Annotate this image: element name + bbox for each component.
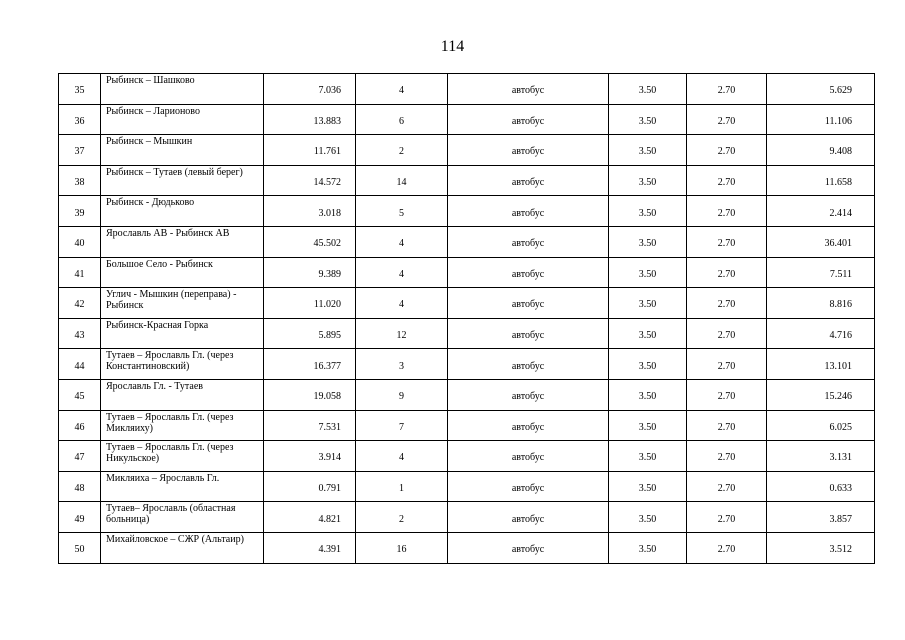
value-2-cell: [687, 226, 767, 257]
value-2-cell: [687, 502, 767, 533]
route-name-text: Ярославль Гл. - Тутаев: [106, 380, 203, 392]
transport-type-text: автобус: [511, 146, 545, 158]
value-2-cell: [687, 74, 767, 105]
total-cell: [767, 318, 875, 349]
total-text: 9.408: [829, 146, 852, 158]
count-cell: [356, 226, 448, 257]
value-2-text: 2.70: [717, 268, 736, 280]
count-text: 6: [399, 115, 404, 127]
transport-type-cell: [448, 165, 609, 196]
value-2-text: 2.70: [717, 513, 736, 525]
row-number-text: 48: [74, 483, 85, 495]
total-text: 13.101: [824, 360, 852, 372]
row-number-cell: [59, 410, 101, 441]
value-1-cell: [609, 349, 687, 380]
table-row: [59, 410, 875, 441]
route-name-text: Тутаев – Ярославль Гл. (через Никульское): [106, 442, 234, 465]
row-number-text: 44: [74, 360, 85, 372]
route-name-cell: [101, 135, 264, 166]
transport-type-cell: [448, 135, 609, 166]
count-text: 4: [399, 238, 404, 250]
distance-text: 9.389: [318, 268, 341, 280]
value-2-text: 2.70: [717, 330, 736, 342]
count-cell: [356, 410, 448, 441]
value-1-cell: [609, 441, 687, 472]
distance-text: 14.572: [313, 177, 341, 189]
table-row: [59, 288, 875, 319]
row-number-cell: [59, 502, 101, 533]
row-number-text: 39: [74, 207, 85, 219]
count-cell: [356, 196, 448, 227]
value-2-text: 2.70: [717, 238, 736, 250]
distance-cell: [264, 196, 356, 227]
route-name-text: Тутаев– Ярославль (областная больница): [106, 503, 236, 526]
value-2-cell: [687, 318, 767, 349]
total-text: 15.246: [824, 391, 852, 403]
total-text: 2.414: [829, 207, 852, 219]
value-1-text: 3.50: [638, 483, 657, 495]
total-text: 3.131: [829, 452, 852, 464]
count-text: 4: [399, 85, 404, 97]
row-number-cell: [59, 379, 101, 410]
distance-cell: [264, 226, 356, 257]
total-cell: [767, 257, 875, 288]
route-name-cell: [101, 196, 264, 227]
value-2-cell: [687, 532, 767, 563]
count-text: 9: [399, 391, 404, 403]
table-row: [59, 471, 875, 502]
total-cell: [767, 288, 875, 319]
distance-text: 16.377: [313, 360, 341, 372]
row-number-cell: [59, 288, 101, 319]
row-number-text: 46: [74, 421, 85, 433]
value-1-text: 3.50: [638, 391, 657, 403]
distance-cell: [264, 257, 356, 288]
count-text: 16: [396, 544, 407, 556]
route-name-cell: [101, 104, 264, 135]
value-1-cell: [609, 288, 687, 319]
table-row: [59, 441, 875, 472]
routes-table: [58, 73, 875, 564]
distance-cell: [264, 441, 356, 472]
route-name-text: Михайловское – СЖР (Альтаир): [106, 533, 244, 545]
distance-text: 45.502: [313, 238, 341, 250]
transport-type-text: автобус: [511, 207, 545, 219]
value-2-text: 2.70: [717, 452, 736, 464]
row-number-cell: [59, 318, 101, 349]
value-2-cell: [687, 104, 767, 135]
row-number-text: 42: [74, 299, 85, 311]
row-number-cell: [59, 135, 101, 166]
table-row: [59, 379, 875, 410]
value-1-cell: [609, 471, 687, 502]
distance-text: 3.018: [318, 207, 341, 219]
count-cell: [356, 532, 448, 563]
transport-type-cell: [448, 441, 609, 472]
total-cell: [767, 104, 875, 135]
count-cell: [356, 349, 448, 380]
table-row: [59, 349, 875, 380]
route-name-text: Рыбинск – Шашково: [106, 75, 195, 86]
route-name-cell: [101, 471, 264, 502]
distance-cell: [264, 104, 356, 135]
count-text: 3: [399, 360, 404, 372]
table-row: [59, 532, 875, 563]
count-text: 1: [399, 483, 404, 495]
value-2-cell: [687, 165, 767, 196]
table-row: [59, 502, 875, 533]
transport-type-cell: [448, 196, 609, 227]
total-cell: [767, 196, 875, 227]
row-number-text: 45: [74, 391, 85, 403]
transport-type-text: автобус: [511, 85, 545, 97]
distance-cell: [264, 318, 356, 349]
total-text: 36.401: [824, 238, 852, 250]
route-name-cell: [101, 441, 264, 472]
value-2-cell: [687, 288, 767, 319]
value-2-text: 2.70: [717, 207, 736, 219]
count-cell: [356, 257, 448, 288]
table-body: [59, 74, 875, 564]
row-number-cell: [59, 471, 101, 502]
transport-type-text: автобус: [511, 299, 545, 311]
total-text: 5.629: [829, 85, 852, 97]
value-1-text: 3.50: [638, 238, 657, 250]
distance-cell: [264, 502, 356, 533]
value-2-text: 2.70: [717, 391, 736, 403]
row-number-text: 50: [74, 544, 85, 556]
value-1-text: 3.50: [638, 85, 657, 97]
count-cell: [356, 288, 448, 319]
total-cell: [767, 226, 875, 257]
row-number-cell: [59, 349, 101, 380]
transport-type-text: автобус: [511, 421, 545, 433]
row-number-text: 40: [74, 238, 85, 250]
value-1-cell: [609, 410, 687, 441]
transport-type-cell: [448, 502, 609, 533]
route-name-text: Тутаев – Ярославль Гл. (через Константиновский): [106, 350, 234, 373]
value-1-text: 3.50: [638, 207, 657, 219]
distance-cell: [264, 349, 356, 380]
row-number-text: 43: [74, 330, 85, 342]
value-2-text: 2.70: [717, 299, 736, 311]
value-2-cell: [687, 349, 767, 380]
route-name-cell: [101, 257, 264, 288]
table-row: [59, 74, 875, 105]
value-2-cell: [687, 135, 767, 166]
distance-cell: [264, 471, 356, 502]
value-1-text: 3.50: [638, 360, 657, 372]
route-name-cell: [101, 410, 264, 441]
transport-type-cell: [448, 318, 609, 349]
distance-cell: [264, 410, 356, 441]
transport-type-text: автобус: [511, 391, 545, 403]
route-name-text: Рыбинск - Дюдьково: [106, 197, 195, 209]
value-1-cell: [609, 318, 687, 349]
total-text: 3.512: [829, 544, 852, 556]
row-number-text: 41: [74, 268, 85, 280]
value-1-cell: [609, 502, 687, 533]
transport-type-text: автобус: [511, 238, 545, 250]
total-text: 11.658: [824, 177, 852, 189]
row-number-text: 36: [74, 115, 85, 127]
value-1-cell: [609, 135, 687, 166]
transport-type-text: автобус: [511, 330, 545, 342]
distance-cell: [264, 135, 356, 166]
value-1-text: 3.50: [638, 544, 657, 556]
distance-text: 4.391: [318, 544, 341, 556]
value-1-cell: [609, 165, 687, 196]
count-cell: [356, 318, 448, 349]
total-cell: [767, 532, 875, 563]
value-2-cell: [687, 196, 767, 227]
count-text: 4: [399, 452, 404, 464]
value-1-text: 3.50: [638, 452, 657, 464]
value-2-text: 2.70: [717, 85, 736, 97]
count-cell: [356, 441, 448, 472]
row-number-text: 37: [74, 146, 85, 158]
row-number-text: 35: [74, 85, 85, 97]
distance-text: 0.791: [318, 483, 341, 495]
value-2-cell: [687, 379, 767, 410]
total-cell: [767, 165, 875, 196]
value-2-text: 2.70: [717, 421, 736, 433]
total-cell: [767, 410, 875, 441]
transport-type-text: автобус: [511, 268, 545, 280]
total-cell: [767, 379, 875, 410]
count-cell: [356, 471, 448, 502]
route-name-cell: [101, 379, 264, 410]
transport-type-cell: [448, 226, 609, 257]
route-name-text: Микляиха – Ярославль Гл.: [106, 472, 220, 484]
route-name-text: Рыбинск – Мышкин: [106, 136, 193, 148]
value-2-text: 2.70: [717, 115, 736, 127]
count-cell: [356, 104, 448, 135]
route-name-cell: [101, 74, 264, 105]
transport-type-cell: [448, 104, 609, 135]
table-row: [59, 165, 875, 196]
transport-type-cell: [448, 379, 609, 410]
count-cell: [356, 74, 448, 105]
route-name-cell: [101, 288, 264, 319]
value-1-text: 3.50: [638, 115, 657, 127]
transport-type-text: автобус: [511, 115, 545, 127]
value-1-text: 3.50: [638, 421, 657, 433]
route-name-text: Рыбинск-Красная Горка: [106, 319, 209, 331]
transport-type-cell: [448, 74, 609, 105]
route-name-text: Ярославль АВ - Рыбинск АВ: [106, 227, 230, 239]
transport-type-cell: [448, 532, 609, 563]
value-2-cell: [687, 257, 767, 288]
value-1-text: 3.50: [638, 513, 657, 525]
row-number-text: 47: [74, 452, 85, 464]
distance-text: 11.020: [313, 299, 341, 311]
value-1-text: 3.50: [638, 330, 657, 342]
count-text: 4: [399, 299, 404, 311]
total-text: 7.511: [829, 268, 852, 280]
value-2-text: 2.70: [717, 177, 736, 189]
route-name-cell: [101, 502, 264, 533]
total-text: 11.106: [824, 115, 852, 127]
row-number-cell: [59, 441, 101, 472]
count-cell: [356, 165, 448, 196]
total-text: 0.633: [829, 483, 852, 495]
row-number-cell: [59, 196, 101, 227]
distance-cell: [264, 288, 356, 319]
row-number-cell: [59, 165, 101, 196]
value-1-cell: [609, 74, 687, 105]
row-number-cell: [59, 257, 101, 288]
row-number-text: 49: [74, 513, 85, 525]
route-name-text: Рыбинск – Ларионово: [106, 105, 200, 117]
transport-type-cell: [448, 288, 609, 319]
value-2-cell: [687, 410, 767, 441]
transport-type-text: автобус: [511, 544, 545, 556]
value-2-text: 2.70: [717, 483, 736, 495]
distance-text: 5.895: [318, 330, 341, 342]
count-cell: [356, 379, 448, 410]
count-text: 7: [399, 421, 404, 433]
count-text: 2: [399, 513, 404, 525]
value-1-cell: [609, 257, 687, 288]
distance-cell: [264, 532, 356, 563]
distance-text: 7.531: [318, 421, 341, 433]
total-cell: [767, 471, 875, 502]
transport-type-cell: [448, 471, 609, 502]
route-name-cell: [101, 349, 264, 380]
value-2-text: 2.70: [717, 146, 736, 158]
table-row: [59, 135, 875, 166]
route-name-text: Углич - Мышкин (переправа) - Рыбинск: [106, 289, 237, 312]
value-1-cell: [609, 379, 687, 410]
route-name-cell: [101, 532, 264, 563]
total-text: 8.816: [829, 299, 852, 311]
value-1-text: 3.50: [638, 268, 657, 280]
value-1-cell: [609, 532, 687, 563]
count-text: 14: [396, 177, 407, 189]
transport-type-text: автобус: [511, 513, 545, 525]
value-2-cell: [687, 441, 767, 472]
transport-type-text: автобус: [511, 452, 545, 464]
value-2-cell: [687, 471, 767, 502]
total-cell: [767, 441, 875, 472]
count-cell: [356, 135, 448, 166]
distance-cell: [264, 74, 356, 105]
value-1-text: 3.50: [638, 299, 657, 311]
transport-type-text: автобус: [511, 360, 545, 372]
distance-text: 11.761: [313, 146, 341, 158]
row-number-cell: [59, 532, 101, 563]
count-text: 2: [399, 146, 404, 158]
row-number-cell: [59, 104, 101, 135]
total-cell: [767, 349, 875, 380]
route-name-cell: [101, 318, 264, 349]
route-name-cell: [101, 226, 264, 257]
value-1-text: 3.50: [638, 146, 657, 158]
distance-text: 19.058: [313, 391, 341, 403]
table-row: [59, 226, 875, 257]
value-2-text: 2.70: [717, 360, 736, 372]
distance-cell: [264, 165, 356, 196]
value-2-text: 2.70: [717, 544, 736, 556]
distance-text: 7.036: [318, 85, 341, 97]
total-cell: [767, 135, 875, 166]
transport-type-cell: [448, 349, 609, 380]
count-text: 12: [396, 330, 407, 342]
distance-text: 3.914: [318, 452, 341, 464]
value-1-text: 3.50: [638, 177, 657, 189]
count-text: 4: [399, 268, 404, 280]
value-1-cell: [609, 226, 687, 257]
value-1-cell: [609, 196, 687, 227]
distance-cell: [264, 379, 356, 410]
route-name-cell: [101, 165, 264, 196]
count-cell: [356, 502, 448, 533]
transport-type-cell: [448, 257, 609, 288]
transport-type-text: автобус: [511, 177, 545, 189]
distance-text: 4.821: [318, 513, 341, 525]
total-text: 3.857: [829, 513, 852, 525]
route-name-text: Большое Село - Рыбинск: [106, 258, 213, 270]
value-1-cell: [609, 104, 687, 135]
count-text: 5: [399, 207, 404, 219]
route-name-text: Тутаев – Ярославль Гл. (через Микляиху): [106, 411, 234, 434]
route-name-text: Рыбинск – Тутаев (левый берег): [106, 166, 243, 178]
total-cell: [767, 74, 875, 105]
distance-text: 13.883: [313, 115, 341, 127]
total-text: 6.025: [829, 421, 852, 433]
transport-type-text: автобус: [511, 483, 545, 495]
table-row: [59, 104, 875, 135]
total-text: 4.716: [829, 330, 852, 342]
table-row: [59, 257, 875, 288]
row-number-text: 38: [74, 177, 85, 189]
row-number-cell: [59, 226, 101, 257]
table-row: [59, 318, 875, 349]
total-cell: [767, 502, 875, 533]
row-number-cell: [59, 74, 101, 105]
table-row: [59, 196, 875, 227]
page-number: 114: [440, 38, 465, 55]
transport-type-cell: [448, 410, 609, 441]
